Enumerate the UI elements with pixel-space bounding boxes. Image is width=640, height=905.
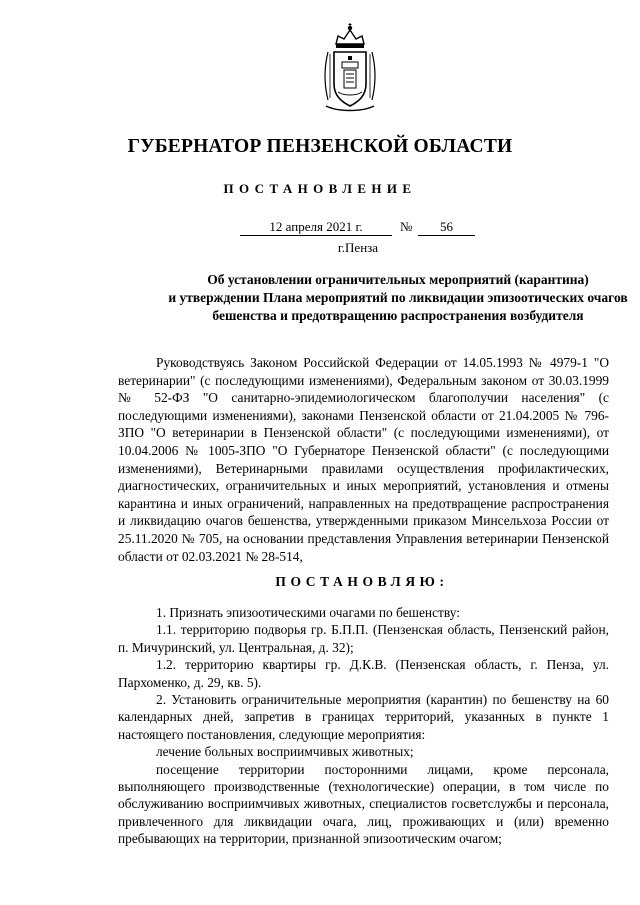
paragraph-2: 2. Установить ограничительные мероприятия (карантин) по бешенству на 60 календарных дней, запретив в границах территорий, указанных в пункте 1 настоящего постановления, следующие мероприятия: <box>118 692 609 742</box>
document-title <box>80 271 640 325</box>
coat-of-arms-emblem <box>318 22 382 114</box>
paragraph-1-1: 1.1. территорию подворья гр. Б.П.П. (Пензенская область, Пензенский район, п. Мичуринский, ул. Центральная, д. 32); <box>118 622 609 655</box>
resolution-body <box>118 604 609 848</box>
restriction-item-2: посещение территории посторонними лицами, кроме персонала, выполняющего производственные (технологические) операции, в том числе по обслуживанию восприимчивых животных, специалистов госветслужбы и персонала, привлеченного для ликвидации очага, лиц, проживающих и (или) временно пребывающих на территории, признанной эпизоотическим очагом; <box>118 761 609 847</box>
resolve-heading: ПОСТАНОВЛЯЮ: <box>275 574 449 589</box>
title-line-3: бешенства и предотвращению распространения возбудителя <box>212 308 584 323</box>
restriction-item-1: лечение больных восприимчивых животных; <box>156 744 414 760</box>
authority-heading: ГУБЕРНАТОР ПЕНЗЕНСКОЙ ОБЛАСТИ <box>127 136 513 157</box>
city-label: г.Пенза <box>337 240 379 255</box>
preamble-paragraph: Руководствуясь Законом Российской Федерации от 14.05.1993 № 4979-1 "О ветеринарии" (с последующими изменениями), Федеральным законом от 30.03.1999 № 52-ФЗ "О санитарно-эпидемиологическом благополучии населения" (с последующими изменениями), законами Пензенской области от 21.04.2005 № 796-ЗПО "О ветеринарии в Пензенской области" (с последующими изменениями), от 10.04.2006 № 1005-ЗПО "О Губернаторе Пензенской области" (с последующими изменениями), Ветеринарными правилами осуществления профилактических, диагностических, ограничительных и иных мероприятий, установления и отмены карантина и иных ограничений, направленных на предотвращение распространения и ликвидацию очагов бешенства, утвержденными приказом Минсельхоза России от 25.11.2020 № 705, на основании представления Управления ветеринарии Пензенской области от 02.03.2021 № 28-514, <box>118 355 609 564</box>
document-date: 12 апреля 2021 г. <box>240 219 392 236</box>
number-label: № <box>400 219 413 234</box>
paragraph-1: 1. Признать эпизоотическими очагами по бешенству: <box>156 605 460 620</box>
title-line-1: Об установлении ограничительных мероприятий (карантина) <box>207 272 589 287</box>
title-line-2: и утверждении Плана мероприятий по ликвидации эпизоотических очагов <box>168 290 628 305</box>
paragraph-1-2: 1.2. территорию квартиры гр. Д.К.В. (Пензенская область, г. Пенза, ул. Пархоменко, д. 29, кв. 5). <box>118 657 609 690</box>
document-number: 56 <box>418 219 475 236</box>
document-type-heading: ПОСТАНОВЛЕНИЕ <box>223 181 417 196</box>
